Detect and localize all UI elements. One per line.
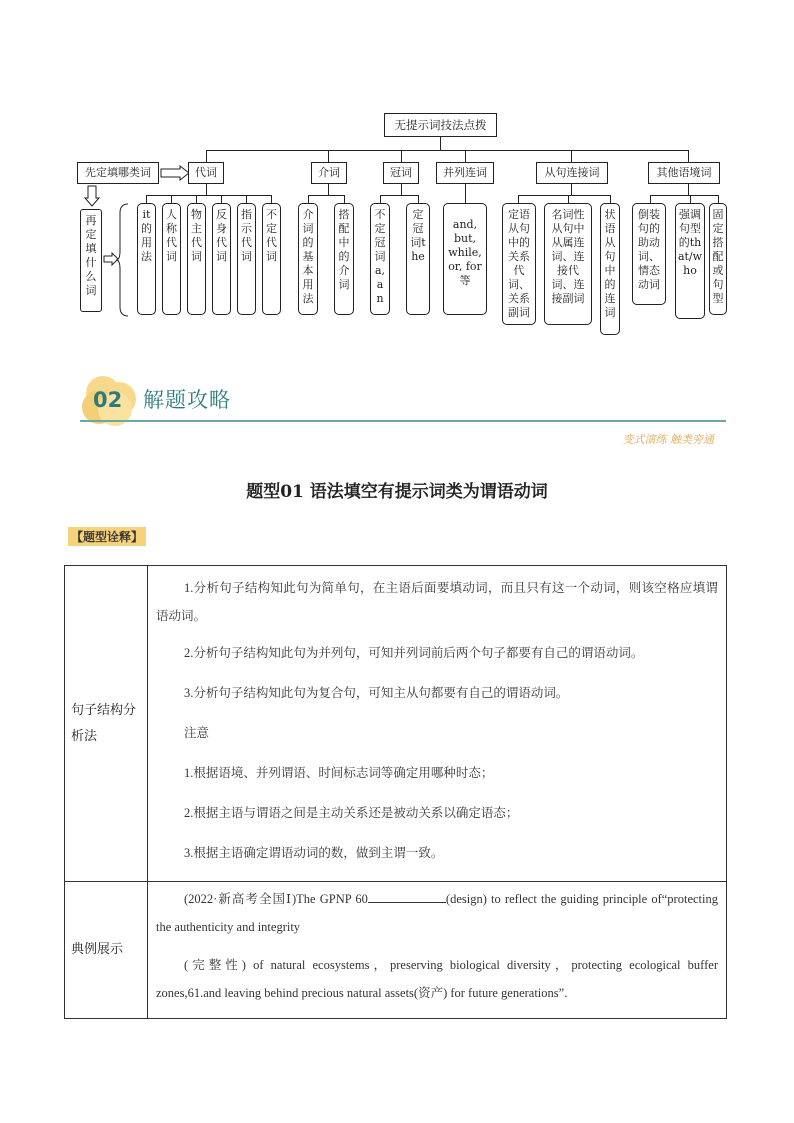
leaf-preposition-basic: 介词的基本用法 (298, 203, 318, 315)
leaf-reflexive-pronoun: 反身代词 (212, 203, 231, 315)
section-tagline: 变式演练 触类旁通 (622, 433, 714, 446)
section-title: 解题攻略 (143, 388, 231, 412)
note-1: 1.根据语境、并列谓语、时间标志词等确定用哪种时态； (184, 765, 494, 780)
point-3: 3.分析句子结构知此句为复合句，可知主从句都要有自己的谓语动词。 (184, 685, 569, 700)
leaf-indefinite-pronoun: 不定代词 (262, 203, 281, 315)
step1-box: 先定填哪类词 (77, 162, 159, 184)
table-row (65, 566, 727, 882)
leaf-it-usage: it的用法 (137, 203, 156, 315)
category-conjunction: 并列连词 (436, 162, 494, 184)
category-article: 冠词 (383, 162, 419, 184)
example-sentence-1: (2022·新高考全国Ⅰ)The GPNP 60 (design) to reflect the guiding principle of“protecting the authenticity and integrity (156, 892, 718, 934)
leaf-indefinite-article: 不定冠词a,an (370, 203, 390, 315)
example-sentence-2: (完整性) of natural ecosystems，preserving biological diversity，protecting ecological buffer zones,61.and leaving behind precious natural assets(资产) for future generations”. (156, 958, 718, 1000)
category-clause-connector: 从句连接词 (536, 162, 608, 184)
category-pronoun: 代词 (188, 162, 224, 184)
category-other: 其他语境词 (648, 162, 720, 184)
mindmap-root: 无提示词技法点拨 (384, 113, 497, 137)
structure-content (148, 566, 727, 882)
section-number: 02 (93, 388, 123, 412)
arrow-down-icon (84, 185, 100, 207)
section-badge (80, 374, 138, 426)
note-3: 3.根据主语确定谓语动词的数，做到主谓一致。 (184, 845, 444, 860)
leaf-coordinating-conjunctions: and, but, while, or, for等 (443, 203, 487, 315)
bracket-icon (116, 203, 130, 317)
answer-blank[interactable] (368, 890, 446, 903)
row-label-structure: 句子结构分析法 (65, 566, 148, 882)
leaf-emphatic: 强调句型的that/who (675, 203, 705, 319)
leaf-adverbial-clause: 状语从句中的连词 (600, 203, 620, 335)
doc-title: 题型01 语法填空有提示词类为谓语动词 (246, 482, 548, 502)
step2-box: 再定填什么词 (80, 209, 102, 312)
leaf-demonstrative-pronoun: 指示代词 (237, 203, 256, 315)
leaf-inversion: 倒装句的助动词、情态动词 (632, 203, 666, 305)
row-label-example: 典例展示 (65, 882, 148, 1019)
leaf-definite-article: 定冠词the (406, 203, 430, 315)
explanation-table (64, 565, 727, 1019)
leaf-personal-pronoun: 人称代词 (162, 203, 181, 315)
leaf-fixed-collocation: 固定搭配或句型 (709, 203, 727, 315)
example-content (148, 882, 727, 1019)
note-2: 2.根据主语与谓语之间是主动关系还是被动关系以确定语态； (184, 805, 519, 820)
category-preposition: 介词 (311, 162, 347, 184)
table-row (65, 882, 727, 1019)
arrow-right-icon (160, 165, 190, 181)
point-2: 2.分析句子结构知此句为并列句，可知并列词前后两个句子都要有自己的谓语动词。 (184, 645, 644, 660)
leaf-noun-clause: 名词性从句中从属连词、连接代词、连接副词 (544, 203, 592, 325)
leaf-possessive-pronoun: 物主代词 (187, 203, 206, 315)
leaf-relative-clause: 定语从句中的关系代词、关系副词 (502, 203, 536, 325)
point-1: 1.分析句子结构知此句为简单句，在主语后面要填动词，而且只有这一个动词，则该空格应填谓语动词。 (156, 580, 718, 623)
question-type-label: 【题型诠释】 (68, 527, 146, 546)
section-divider (80, 420, 726, 422)
leaf-preposition-collocation: 搭配中的介词 (334, 203, 354, 315)
note-heading: 注意 (184, 725, 210, 740)
